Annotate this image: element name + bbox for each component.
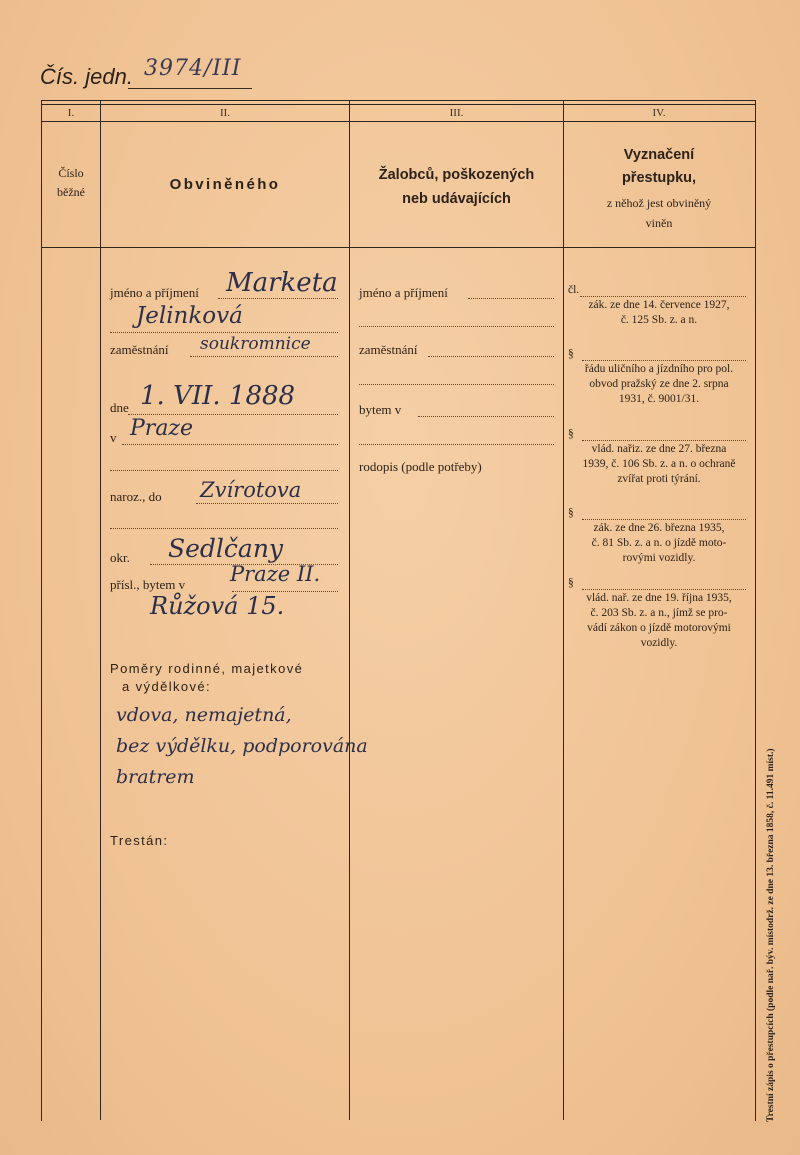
law-entry-symbol: § <box>568 577 574 589</box>
accused-district: Sedlčany <box>168 534 284 563</box>
header-line: neb udávajících <box>402 191 511 207</box>
dotted-line <box>582 589 746 590</box>
law-entry-line: rovými vozidly. <box>622 552 696 564</box>
accused-occupation-label: zaměstnání <box>110 342 169 357</box>
dotted-line <box>428 356 554 357</box>
dotted-line <box>110 332 338 333</box>
label-line: a výdělkové: <box>122 679 212 694</box>
header-line: z něhož jest obviněný <box>606 196 712 210</box>
law-entry-3 <box>566 427 752 487</box>
accused-place-label: v <box>110 430 117 445</box>
accused-date-label: dne <box>110 400 129 415</box>
dotted-line <box>218 298 338 299</box>
accused-place: Praze <box>130 416 194 441</box>
header-line: Žalobců, poškozených <box>378 167 535 183</box>
column-number-2: II. <box>219 107 231 119</box>
accused-occupation: soukromnice <box>200 334 311 354</box>
dotted-line <box>582 360 746 361</box>
dotted-line <box>110 470 338 471</box>
dotted-line <box>582 440 746 441</box>
law-entry-line: zák. ze dne 26. března 1935, <box>593 522 725 534</box>
law-entry-line: zvířat proti týrání. <box>617 473 701 485</box>
complainant-residence-label: bytem v <box>359 402 402 417</box>
law-entry-symbol: § <box>568 428 574 440</box>
header-zalobcu <box>350 163 563 211</box>
header-line: běžné <box>57 185 85 199</box>
reference-label: Čís. jedn. <box>40 64 133 89</box>
law-entry-line: vozidly. <box>640 637 678 649</box>
law-entry-4 <box>566 506 752 566</box>
dotted-line <box>359 444 554 445</box>
law-entry-2 <box>566 347 752 407</box>
law-entry-line: obvod pražský ze dne 2. srpna <box>589 378 729 390</box>
column-number-4: IV. <box>652 107 666 119</box>
label-line: Poměry rodinné, majetkové <box>110 661 304 676</box>
accused-birthplace: Zvírotova <box>200 478 302 502</box>
dotted-line <box>190 356 338 357</box>
dotted-line <box>582 519 746 520</box>
law-entry-line: č. 125 Sb. z. a n. <box>620 314 698 326</box>
header-line: viněn <box>645 216 673 230</box>
law-entry-line: 1939, č. 106 Sb. z. a n. o ochraně <box>582 458 736 470</box>
column-divider-1 <box>100 101 101 1120</box>
header-cislo-bezne <box>44 164 98 202</box>
law-entry-symbol: § <box>568 507 574 519</box>
dotted-line <box>122 444 338 445</box>
accused-surname: Jelinková <box>136 303 243 329</box>
reference-number <box>40 58 252 94</box>
column-divider-3 <box>563 101 564 1120</box>
header-line: Číslo <box>58 166 84 180</box>
header-vyznaceni <box>564 144 754 232</box>
dotted-line <box>359 326 554 327</box>
header-line: Vyznačení <box>623 147 695 163</box>
dotted-line <box>110 528 338 529</box>
reference-line <box>128 88 252 89</box>
numbers-row-line <box>41 121 756 122</box>
accused-birthplace-label: naroz., do <box>110 489 162 504</box>
header-line: přestupku, <box>621 170 697 186</box>
dotted-line <box>580 296 746 297</box>
column-divider-2 <box>349 101 350 1120</box>
law-entry-line: vlád. nařiz. ze dne 27. března <box>591 443 727 455</box>
law-entry-line: vlád. nař. ze dne 19. října 1935, <box>586 592 732 604</box>
accused-first-name: Marketa <box>226 268 338 298</box>
law-entry-line: zák. ze dne 14. července 1927, <box>588 299 730 311</box>
dotted-line <box>359 384 554 385</box>
complainant-occupation-label: zaměstnání <box>359 342 418 357</box>
accused-circumstances-label <box>110 660 303 696</box>
law-entry-symbol: § <box>568 348 574 360</box>
dotted-line <box>468 298 554 299</box>
form-side-note: Trestní zápis o přestupcích (podle nař. býv. místodrž. ze dne 13. března 1858, č. 11.491 míst.) <box>766 748 776 1122</box>
accused-street: Růžová 15. <box>150 592 285 620</box>
law-entry-symbol: čl. <box>568 284 580 296</box>
law-entry-line: č. 203 Sb. z. a n., jímž se pro- <box>590 607 728 619</box>
header-row-line <box>41 247 756 248</box>
accused-name-label: jméno a příjmení <box>110 285 199 300</box>
handwritten-line: bratrem <box>116 766 195 788</box>
complainant-name-label: jméno a příjmení <box>359 285 448 300</box>
column-number-1: I. <box>67 107 75 119</box>
reference-value: 3974/III <box>144 56 242 81</box>
accused-date: 1. VII. 1888 <box>140 381 296 411</box>
dotted-line <box>418 416 554 417</box>
dotted-line <box>128 414 338 415</box>
handwritten-line: bez výdělku, podporována <box>116 735 368 757</box>
law-entry-5 <box>566 576 752 651</box>
handwritten-line: vdova, nemajetná, <box>116 704 292 726</box>
frame-double-line <box>41 104 756 105</box>
accused-punished-label: Trestán: <box>110 833 169 848</box>
law-entry-line: 1931, č. 9001/31. <box>618 393 700 405</box>
accused-residence-label: přísl., bytem v <box>110 577 186 592</box>
accused-circumstances <box>116 700 368 793</box>
complainant-description-label: rodopis (podle potřeby) <box>359 459 482 474</box>
law-entry-1 <box>566 283 752 328</box>
accused-district-label: okr. <box>110 550 130 565</box>
law-entry-line: řádu uličního a jízdního pro pol. <box>584 363 734 375</box>
column-number-3: III. <box>449 107 464 119</box>
dotted-line <box>196 503 338 504</box>
law-entry-line: č. 81 Sb. z. a n. o jízdě moto- <box>591 537 727 549</box>
law-entry-line: vádí zákon o jízdě motorovými <box>587 622 731 634</box>
header-obvineneho: Obviněného <box>169 176 281 193</box>
accused-residence: Praze II. <box>230 562 321 586</box>
